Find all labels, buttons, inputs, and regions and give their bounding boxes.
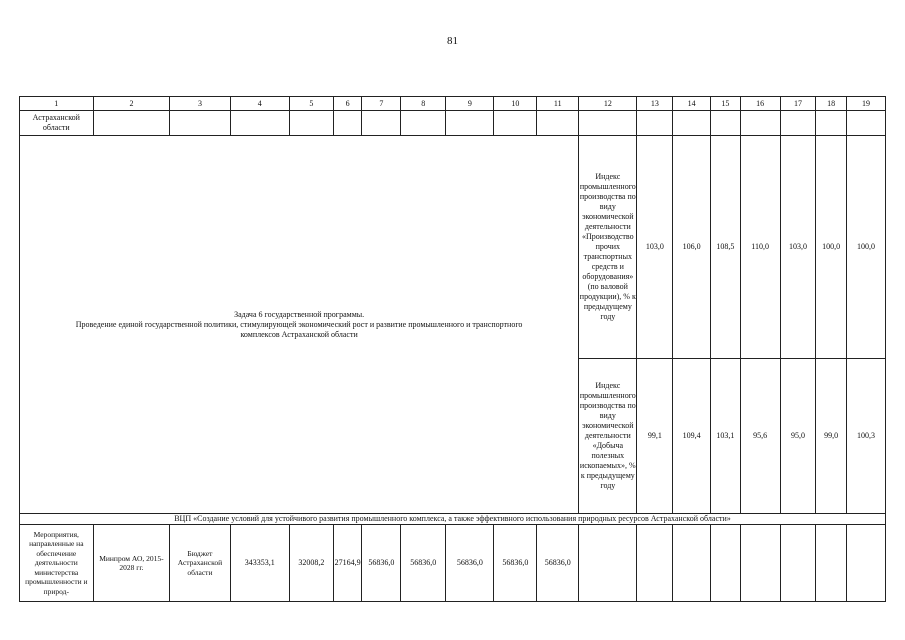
- indicator-value: 103,1: [711, 359, 741, 514]
- header-cell: 1: [20, 97, 94, 111]
- header-cell: 14: [673, 97, 711, 111]
- activity-row: [20, 525, 886, 602]
- activity-executor: Минпром АО, 2015-2028 гг.: [93, 525, 170, 602]
- indicator-value: 106,0: [673, 136, 711, 359]
- header-cell: 4: [230, 97, 289, 111]
- activity-source: Бюджет Астраханской области: [170, 525, 230, 602]
- indicators-table: [19, 96, 886, 602]
- region-row: [20, 111, 886, 136]
- indicator-value: 110,0: [740, 136, 780, 359]
- header-cell: 3: [170, 97, 230, 111]
- header-cell: 19: [847, 97, 886, 111]
- indicator-name: Индекс промышленного производства по виду экономической деятельности «Добыча полезных ископаемых», % к предыдущему году: [579, 359, 637, 514]
- task-title: Задача 6 государственной программы.: [234, 309, 365, 319]
- header-cell: 7: [362, 97, 401, 111]
- vcp-row: [20, 514, 886, 525]
- indicator-value: 100,0: [847, 136, 886, 359]
- activity-value: 56836,0: [362, 525, 401, 602]
- indicator-name: Индекс промышленного производства по виду экономической деятельности «Производство прочих транспортных средств и оборудования» (по валовой продукции), % к предыдущему году: [579, 136, 637, 359]
- header-cell: 10: [494, 97, 537, 111]
- header-cell: 5: [289, 97, 333, 111]
- activity-value: 343353,1: [230, 525, 289, 602]
- region-cell: Астраханской области: [20, 111, 94, 136]
- indicator-row: [20, 136, 886, 359]
- header-cell: 2: [93, 97, 170, 111]
- indicator-value: 103,0: [637, 136, 673, 359]
- header-cell: 8: [401, 97, 446, 111]
- activity-value: 32008,2: [289, 525, 333, 602]
- activity-value: 56836,0: [401, 525, 446, 602]
- task-cell: [20, 136, 579, 514]
- activity-value: 56836,0: [494, 525, 537, 602]
- activity-value: 27164,9: [333, 525, 362, 602]
- activity-value: 56836,0: [537, 525, 579, 602]
- header-row: [20, 97, 886, 111]
- indicator-value: 103,0: [780, 136, 816, 359]
- indicator-value: 109,4: [673, 359, 711, 514]
- header-cell: 6: [333, 97, 362, 111]
- indicator-value: 99,1: [637, 359, 673, 514]
- header-cell: 11: [537, 97, 579, 111]
- header-cell: 16: [740, 97, 780, 111]
- activity-value: 56836,0: [446, 525, 494, 602]
- header-cell: 13: [637, 97, 673, 111]
- indicator-value: 95,0: [780, 359, 816, 514]
- page-number: 81: [447, 35, 458, 47]
- indicator-value: 100,3: [847, 359, 886, 514]
- indicator-value: 99,0: [816, 359, 847, 514]
- task-text: Проведение единой государственной политики, стимулирующей экономический рост и развитие промышленного и транспортного комплексов Астраханской области: [75, 319, 523, 339]
- header-cell: 18: [816, 97, 847, 111]
- indicator-value: 95,6: [740, 359, 780, 514]
- header-cell: 15: [711, 97, 741, 111]
- header-cell: 17: [780, 97, 816, 111]
- indicator-value: 108,5: [711, 136, 741, 359]
- indicator-value: 100,0: [816, 136, 847, 359]
- activity-name: Мероприятия, направленные на обеспечение деятельности министерства промышленности и природ-: [20, 525, 94, 602]
- vcp-title: ВЦП «Создание условий для устойчивого развития промышленного комплекса, а также эффективного использования природных ресурсов Астраханской области»: [20, 514, 886, 525]
- header-cell: 9: [446, 97, 494, 111]
- header-cell: 12: [579, 97, 637, 111]
